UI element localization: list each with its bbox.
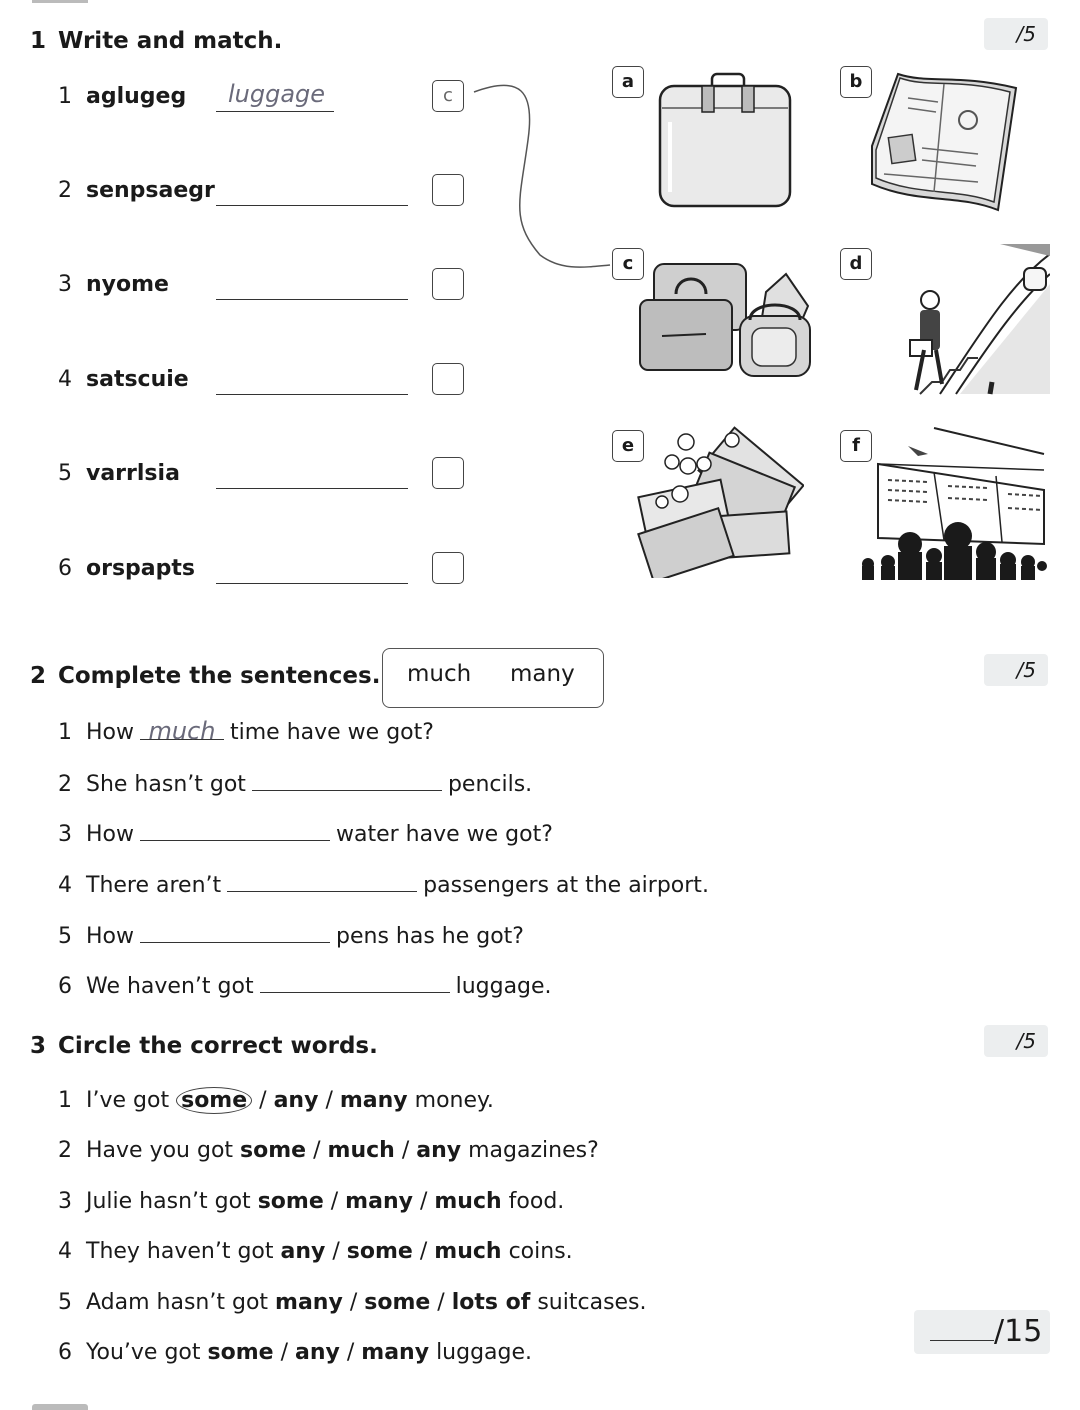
option[interactable]: lots of: [451, 1290, 531, 1315]
s2-sentence-5: 5 How pens has he got?: [58, 920, 524, 949]
passenger-boarding-icon[interactable]: [880, 244, 1050, 396]
arrivals-board-icon[interactable]: [848, 424, 1048, 580]
s1-answer-line-3[interactable]: [216, 271, 408, 300]
s2-sentence-3: 3 How water have we got?: [58, 818, 553, 847]
s2-example-answer: much: [140, 717, 224, 740]
s1-answer-line-2[interactable]: [216, 177, 408, 206]
s1-letter-box-5[interactable]: [432, 457, 464, 489]
s1-letter-box-6[interactable]: [432, 552, 464, 584]
scrambled-word: satscuie: [86, 367, 189, 392]
example-match-line: [460, 70, 620, 280]
section1-score: /5: [984, 18, 1048, 50]
option[interactable]: some: [364, 1290, 431, 1315]
scrambled-word: aglugeg: [86, 84, 187, 109]
option[interactable]: some: [240, 1138, 307, 1163]
s1-letter-box-4[interactable]: [432, 363, 464, 395]
section2-number: 2: [30, 663, 47, 689]
section1-number: 1: [30, 28, 47, 54]
section2-score: /5: [984, 654, 1048, 686]
s1-letter-box-1[interactable]: c: [432, 80, 464, 112]
s1-item-5: 5 varrlsia: [58, 461, 180, 486]
s2-blank-4[interactable]: [227, 869, 417, 892]
option-circled[interactable]: some: [176, 1087, 252, 1114]
section3-title: [30, 1033, 378, 1059]
option[interactable]: much: [434, 1239, 502, 1264]
s3-sentence-5: 5 Adam hasn’t got many / some / lots of suitcases.: [58, 1290, 647, 1315]
option[interactable]: any: [273, 1088, 319, 1113]
scrambled-word: nyome: [86, 272, 169, 297]
suitcase-icon[interactable]: [650, 72, 800, 212]
section2-title-text: Complete the sentences.: [58, 663, 381, 689]
section3-title-text: Circle the correct words.: [58, 1033, 378, 1059]
option[interactable]: many: [339, 1088, 408, 1113]
section1-title-text: Write and match.: [58, 28, 283, 54]
passport-icon[interactable]: [868, 64, 1024, 214]
word-box: [382, 648, 604, 708]
s1-example-answer: luggage: [228, 80, 326, 108]
option[interactable]: much: [434, 1189, 502, 1214]
s3-sentence-4: 4 They haven’t got any / some / much coins.: [58, 1239, 573, 1264]
section1-title: [30, 28, 282, 54]
option[interactable]: some: [346, 1239, 413, 1264]
bottom-decoration: [32, 1404, 88, 1410]
s1-item-4: 4 satscuie: [58, 367, 189, 392]
scrambled-word: senpsaegr: [86, 178, 215, 203]
option[interactable]: many: [361, 1340, 430, 1365]
s3-sentence-3: 3 Julie hasn’t got some / many / much food.: [58, 1189, 565, 1214]
money-icon[interactable]: [636, 424, 804, 578]
s2-sentence-4: 4 There aren’t passengers at the airport.: [58, 869, 709, 898]
s1-answer-line-4[interactable]: [216, 366, 408, 395]
scrambled-word: varrlsia: [86, 461, 180, 486]
s3-sentence-1: 1 I’ve got some / any / many money.: [58, 1088, 494, 1113]
picture-a-label: a: [612, 66, 644, 98]
s2-sentence-2: 2 She hasn’t got pencils.: [58, 768, 532, 797]
s1-item-6: 6 orspapts: [58, 556, 196, 581]
s1-item-3: 3 nyome: [58, 272, 169, 297]
total-score-box: [914, 1310, 1050, 1354]
picture-f-label: f: [840, 430, 872, 462]
s1-item-2: 2 senpsaegr: [58, 178, 215, 203]
s2-blank-6[interactable]: [260, 970, 450, 993]
total-score: /15: [994, 1314, 1043, 1349]
s1-answer-line-5[interactable]: [216, 460, 408, 489]
picture-b-label: b: [840, 66, 872, 98]
s2-sentence-6: 6 We haven’t got luggage.: [58, 970, 552, 999]
s2-blank-3[interactable]: [140, 818, 330, 841]
picture-e-label: e: [612, 430, 644, 462]
luggage-icon[interactable]: [636, 254, 816, 380]
word-box-item: much: [407, 661, 472, 687]
section3-score: /5: [984, 1025, 1048, 1057]
option[interactable]: some: [207, 1340, 274, 1365]
s1-item-1: 1 aglugeg: [58, 84, 187, 109]
picture-d-label: d: [840, 248, 872, 280]
option[interactable]: many: [275, 1290, 343, 1315]
option[interactable]: some: [257, 1189, 324, 1214]
word-box-item: many: [510, 661, 575, 687]
section2-title: [30, 663, 380, 689]
s3-sentence-2: 2 Have you got some / much / any magazines?: [58, 1138, 599, 1163]
option[interactable]: any: [295, 1340, 340, 1365]
section3-number: 3: [30, 1033, 47, 1059]
s2-blank-5[interactable]: [140, 920, 330, 943]
s2-sentence-1: 1 How much time have we got?: [58, 717, 434, 745]
option[interactable]: any: [280, 1239, 326, 1264]
picture-c-label: c: [612, 248, 644, 280]
scrambled-word: orspapts: [86, 556, 196, 581]
s2-blank-2[interactable]: [252, 768, 442, 791]
option[interactable]: much: [327, 1138, 395, 1163]
option[interactable]: any: [416, 1138, 462, 1163]
s3-sentence-6: 6 You’ve got some / any / many luggage.: [58, 1340, 533, 1365]
s1-answer-line-6[interactable]: [216, 555, 408, 584]
option[interactable]: many: [345, 1189, 413, 1214]
top-decoration: [32, 0, 88, 3]
total-score-line[interactable]: [930, 1340, 994, 1341]
